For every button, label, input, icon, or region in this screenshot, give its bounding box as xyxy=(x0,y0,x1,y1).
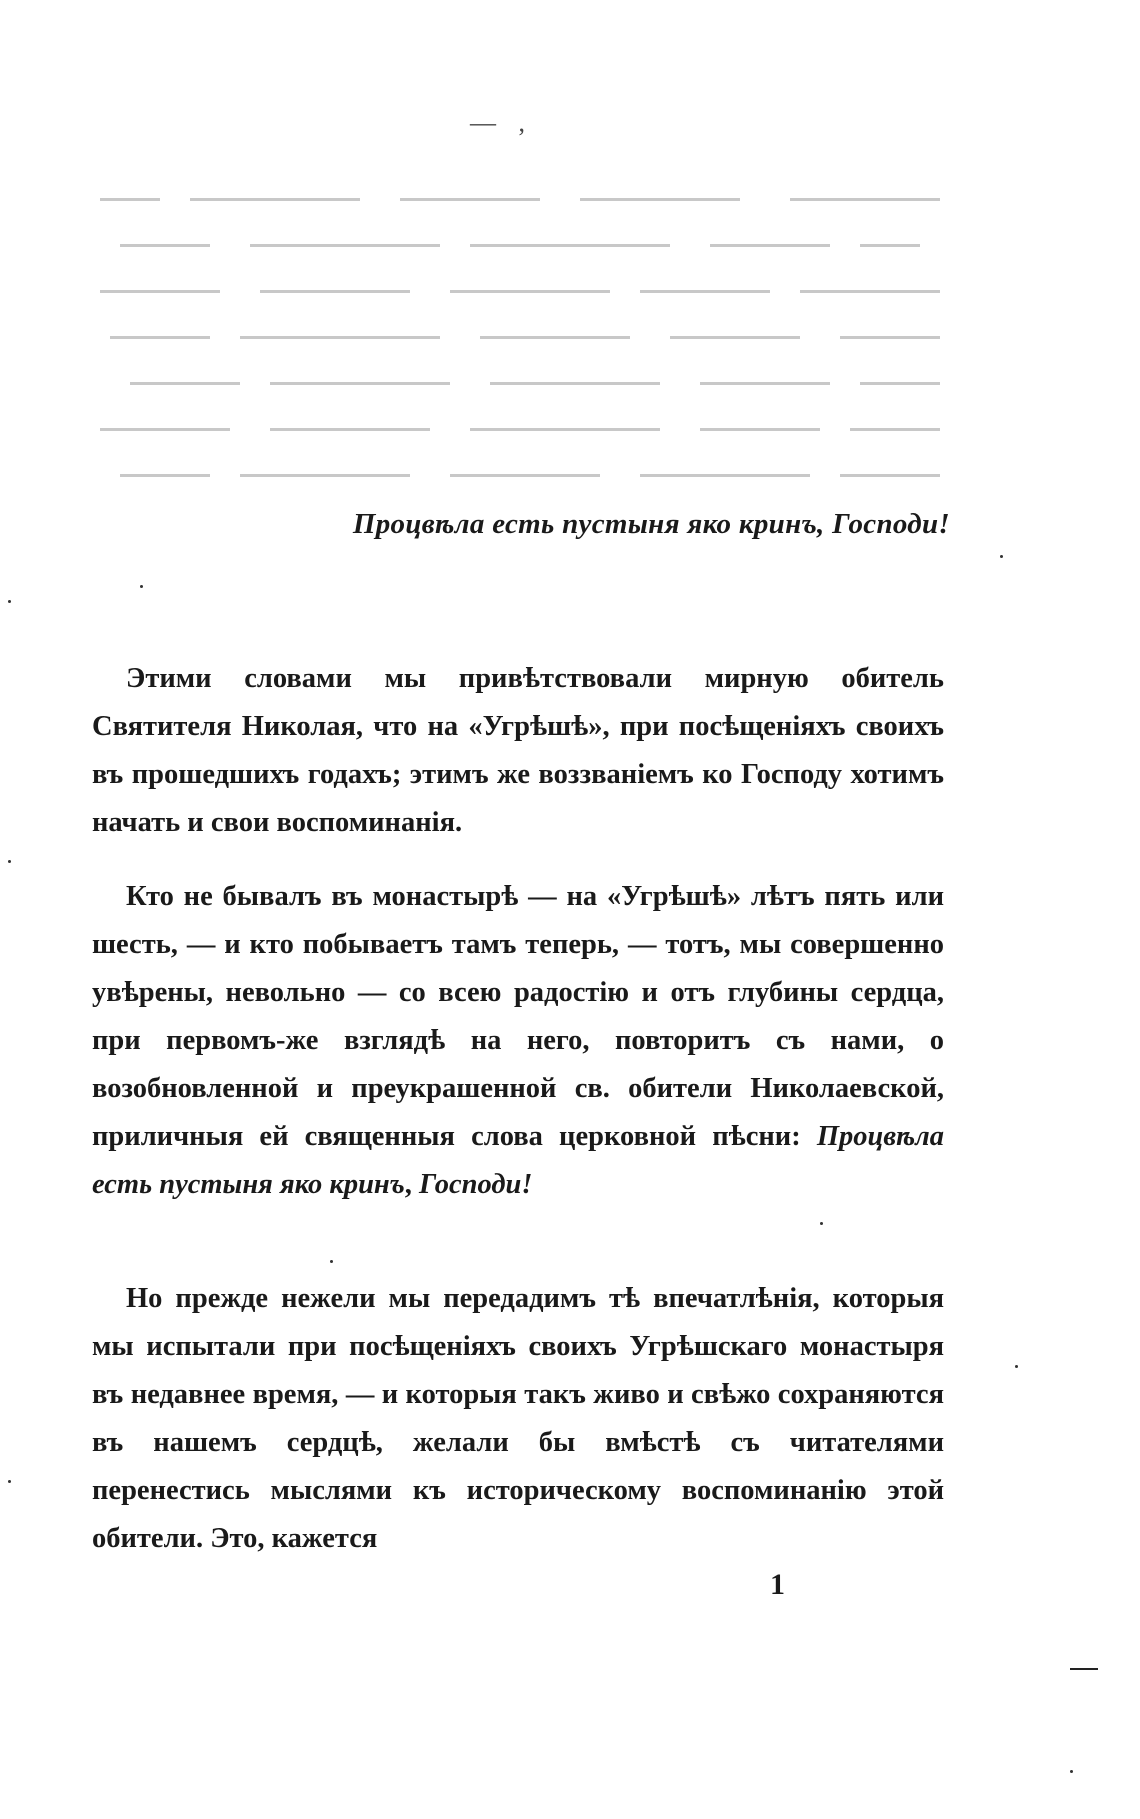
paragraph-2-quote-end: Господи! xyxy=(419,1169,533,1200)
faded-line xyxy=(100,364,950,410)
paragraph-2 xyxy=(92,873,944,1209)
paragraph-2-text: Кто не бывалъ въ монастырѣ — на «Угрѣшѣ» лѣтъ пять или шесть, — и кто побываетъ тамъ теперь, — тотъ, мы совершенно увѣрены, невольно — со всею радостію и отъ глубины сердца, при первомъ-же взглядѣ на него, повторитъ съ нами, о возобновленной и преукрашенной св. обители Николаевской, приличныя ей священныя слова церковной пѣсни: xyxy=(92,881,944,1152)
speck xyxy=(8,1480,11,1483)
speck xyxy=(1015,1365,1018,1368)
faded-line xyxy=(100,272,950,318)
speck xyxy=(8,860,11,863)
speck xyxy=(1000,555,1003,558)
speck xyxy=(140,585,143,588)
paragraph-3 xyxy=(92,1275,944,1563)
faded-line xyxy=(100,226,950,272)
paragraph-2-separator: , xyxy=(404,1169,420,1200)
speck xyxy=(820,1222,823,1225)
speck xyxy=(8,600,11,603)
paragraph-1-text: Этими словами мы привѣтствовали мирную обитель Святителя Николая, что на «Угрѣшѣ», при посѣщеніяхъ своихъ въ прошедшихъ годахъ; этимъ же воззваніемъ ко Господу хотимъ начать и свои воспоминанія. xyxy=(92,663,944,838)
faded-line xyxy=(100,410,950,456)
faded-line xyxy=(100,318,950,364)
faded-line xyxy=(100,180,950,226)
margin-dash xyxy=(1070,1668,1098,1670)
paragraph-1 xyxy=(92,655,944,847)
page-header-mark: — , xyxy=(470,108,533,137)
faded-line xyxy=(100,456,950,502)
faded-text-block xyxy=(100,180,950,502)
speck xyxy=(330,1260,333,1263)
speck xyxy=(1070,1770,1073,1773)
paragraph-2-quote: Процвѣла есть пустыня яко кринъ xyxy=(92,1121,944,1200)
page-number: 1 xyxy=(770,1568,785,1601)
paragraph-3-text: Но прежде нежели мы передадимъ тѣ впечатлѣнія, которыя мы испытали при посѣщеніяхъ своихъ Угрѣшскаго монастыря въ недавнее время, — и которыя такъ живо и свѣжо сохраняются въ нашемъ сердцѣ, желали бы вмѣстѣ съ читателями перенестись мыслями къ историческому воспоминанію этой обители. Это, кажется xyxy=(92,1283,944,1554)
epigraph: Процвѣла есть пустыня яко кринъ, Господи! xyxy=(352,508,950,540)
